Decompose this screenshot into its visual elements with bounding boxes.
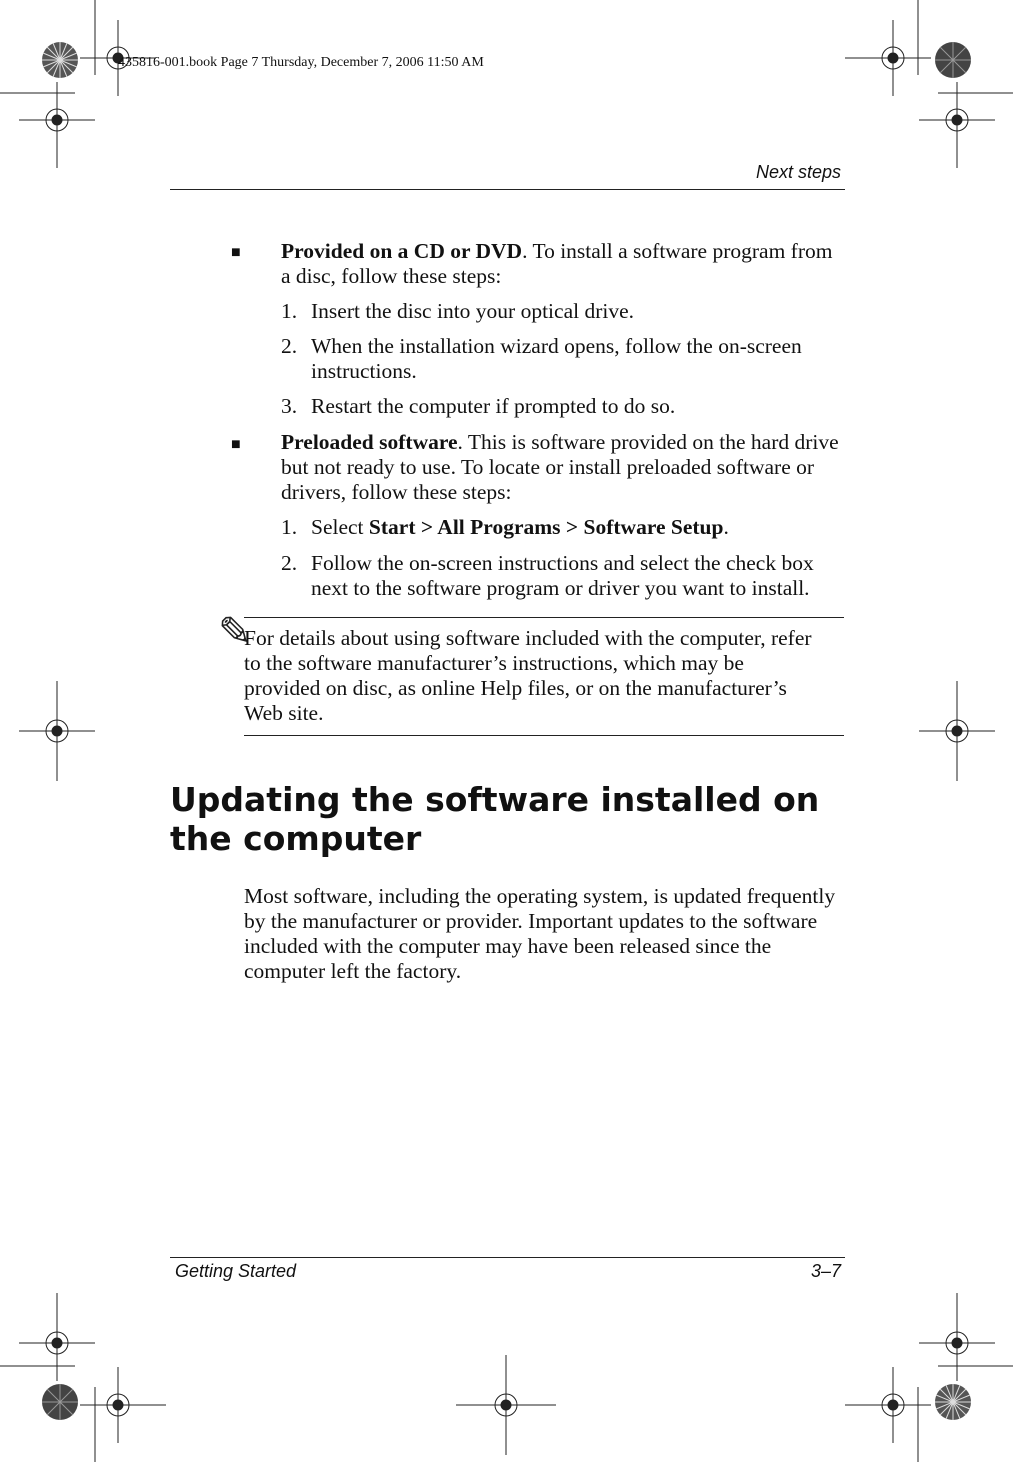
registration-target-icon bbox=[919, 681, 995, 781]
section-paragraph: Most software, including the operating system, is updated frequently by the manufacturer or provider. Important updates to the software included with the computer may have been released since the computer left the factory. bbox=[244, 884, 836, 983]
step-text-post: . bbox=[723, 515, 729, 539]
bullet-symbol: ■ bbox=[231, 244, 241, 261]
page-number: 3–7 bbox=[810, 1261, 841, 1281]
bullet-item bbox=[281, 430, 843, 505]
step-number: 1. bbox=[281, 299, 298, 323]
registration-target-icon bbox=[919, 1293, 995, 1381]
step-text: Follow the on-screen instructions and select the check box next to the software program or driver you want to install. bbox=[311, 551, 814, 600]
registration-target-icon bbox=[19, 1293, 95, 1381]
note-rule-top bbox=[244, 617, 844, 618]
bullet-symbol: ■ bbox=[231, 436, 241, 453]
step-number: 2. bbox=[281, 334, 298, 358]
step-text-pre: Select bbox=[311, 515, 369, 539]
starburst-icon bbox=[42, 42, 78, 78]
starburst-icon bbox=[42, 1384, 78, 1420]
step-number: 2. bbox=[281, 551, 298, 575]
registration-target-icon bbox=[919, 82, 995, 168]
bullet-description: . To install a software program from a disc, follow these steps: bbox=[281, 239, 833, 288]
section-heading: Updating the software installed on the computer bbox=[170, 780, 820, 858]
footer-rule bbox=[170, 1257, 845, 1258]
header-rule bbox=[170, 189, 845, 190]
starburst-icon bbox=[935, 42, 971, 78]
menu-path: Start > All Programs > Software Setup bbox=[368, 515, 724, 539]
footer-book-title: Getting Started bbox=[175, 1261, 297, 1281]
bullet-title: Provided on a CD or DVD bbox=[281, 239, 523, 263]
step-text bbox=[311, 515, 846, 540]
step-text: When the installation wizard opens, follow the on-screen instructions. bbox=[311, 334, 802, 383]
registration-target-icon bbox=[19, 82, 95, 168]
starburst-icon bbox=[935, 1384, 971, 1420]
registration-target-icon bbox=[19, 681, 95, 781]
bullet-item bbox=[281, 239, 843, 289]
step-number: 3. bbox=[281, 394, 298, 418]
note-rule-bottom bbox=[244, 735, 844, 736]
step-text: Insert the disc into your optical drive. bbox=[311, 299, 635, 323]
registration-target-icon bbox=[80, 1367, 166, 1443]
running-head: Next steps bbox=[755, 162, 841, 182]
bullet-title: Preloaded software bbox=[281, 430, 458, 454]
step-number: 1. bbox=[281, 515, 298, 539]
note-text: For details about using software included with the computer, refer to the software manufacturer’s instructions, which may be provided on disc, as online Help files, or on the manufacturer’s Web site. bbox=[244, 626, 812, 725]
registration-target-icon bbox=[456, 1355, 556, 1455]
print-slug: 435816-001.book Page 7 Thursday, December 7, 2006 11:50 AM bbox=[118, 55, 484, 70]
pencil-icon: ✎ bbox=[218, 609, 252, 655]
registration-targets bbox=[19, 20, 995, 1455]
step-text: Restart the computer if prompted to do so. bbox=[311, 394, 676, 418]
bullet-description: . This is software provided on the hard drive but not ready to use. To locate or install preloaded software or drivers, follow these steps: bbox=[281, 430, 839, 504]
